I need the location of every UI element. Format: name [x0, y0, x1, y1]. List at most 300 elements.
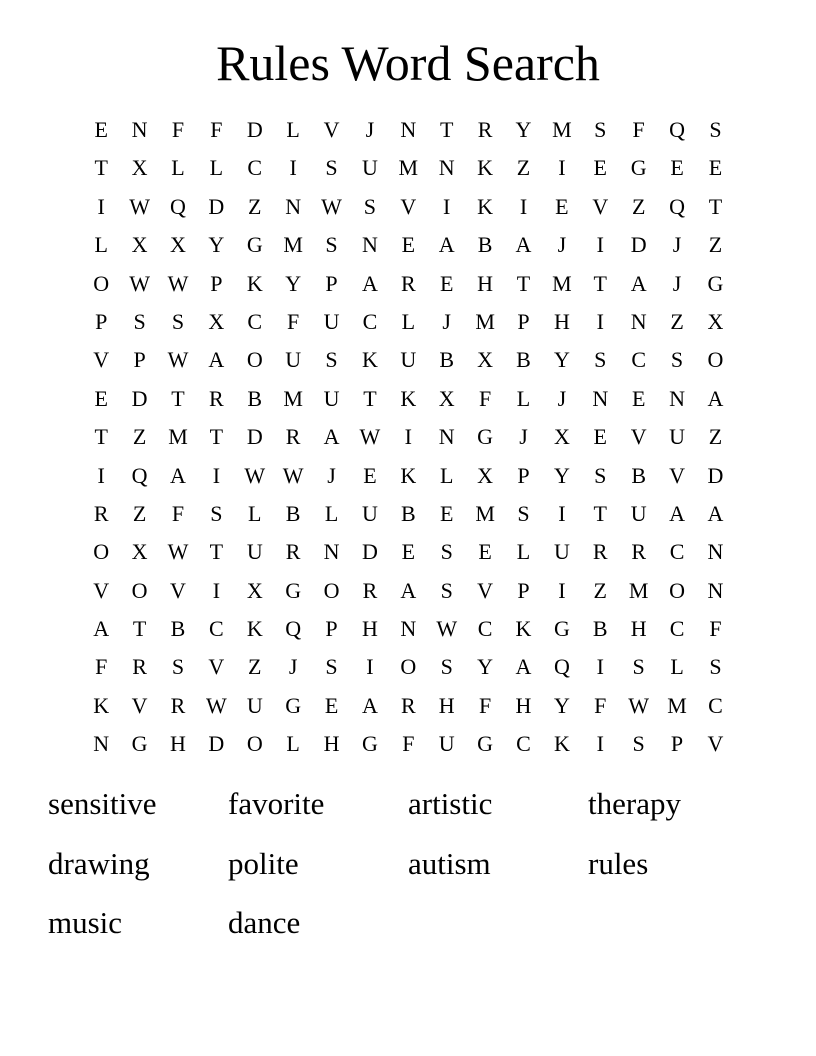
- grid-letter: I: [558, 577, 566, 603]
- grid-letter: A: [93, 616, 110, 642]
- grid-letter: L: [94, 232, 108, 258]
- grid-letter: F: [632, 117, 645, 142]
- grid-letter: E: [401, 232, 416, 258]
- grid-letter: H: [553, 308, 570, 334]
- grid-letter: U: [246, 692, 263, 718]
- grid-letter: X: [438, 385, 455, 411]
- grid-letter: A: [515, 654, 532, 680]
- grid-letter: N: [630, 308, 647, 334]
- grid-letter: G: [707, 270, 724, 296]
- grid-letter: U: [553, 539, 570, 565]
- grid-letter: I: [596, 308, 604, 334]
- grid-letter: Z: [132, 500, 147, 526]
- grid-letter: E: [401, 539, 416, 565]
- grid-letter: P: [325, 270, 338, 296]
- grid-letter: V: [592, 193, 609, 219]
- grid-letter: S: [210, 500, 223, 526]
- grid-letter: F: [171, 117, 185, 142]
- grid-letter: W: [205, 692, 227, 718]
- grid-letter: U: [323, 308, 340, 334]
- grid-letter: N: [438, 155, 455, 181]
- grid-letter: N: [93, 731, 110, 757]
- grid-letter: K: [553, 731, 570, 757]
- grid-letter: I: [596, 654, 604, 680]
- grid-letter: O: [323, 577, 340, 603]
- grid-letter: D: [131, 385, 148, 411]
- grid-letter: V: [707, 731, 724, 757]
- grid-letter: J: [327, 462, 336, 488]
- grid-letter: Z: [248, 654, 262, 680]
- grid-letter: D: [630, 232, 647, 258]
- grid-letter: H: [630, 616, 647, 642]
- grid-letter: S: [594, 117, 607, 142]
- grid-letter: F: [210, 117, 223, 142]
- grid-letter: Q: [170, 193, 186, 219]
- grid-letter: E: [708, 155, 723, 181]
- grid-letter: L: [171, 155, 185, 181]
- grid-letter: F: [478, 385, 492, 411]
- grid-letter: P: [133, 347, 146, 373]
- word-list-item: polite: [228, 845, 299, 881]
- grid-letter: D: [208, 193, 225, 219]
- grid-letter: H: [515, 692, 532, 718]
- grid-letter: S: [325, 654, 338, 680]
- grid-letter: K: [515, 616, 532, 642]
- grid-letter: T: [516, 270, 531, 296]
- grid-letter: Z: [132, 424, 147, 450]
- grid-letter: S: [670, 347, 684, 373]
- grid-letter: J: [442, 308, 451, 334]
- grid-letter: M: [552, 117, 572, 142]
- grid-letter: T: [94, 424, 108, 450]
- grid-letter: H: [438, 692, 455, 718]
- grid-letter: S: [440, 654, 453, 680]
- word-list-item: drawing: [48, 845, 150, 881]
- grid-letter: K: [246, 270, 263, 296]
- grid-letter: Y: [208, 232, 225, 258]
- grid-letter: A: [400, 577, 417, 603]
- grid-letter: F: [709, 616, 722, 642]
- grid-letter: D: [246, 117, 263, 142]
- grid-letter: G: [477, 731, 494, 757]
- grid-letter: L: [324, 500, 339, 526]
- grid-letter: K: [400, 385, 417, 411]
- grid-letter: C: [631, 347, 646, 373]
- grid-letter: J: [288, 654, 298, 680]
- grid-letter: I: [596, 232, 604, 258]
- grid-letter: U: [361, 500, 378, 526]
- grid-letter: H: [361, 616, 378, 642]
- grid-letter: W: [436, 616, 458, 642]
- grid-letter: R: [93, 500, 109, 526]
- grid-letter: C: [209, 616, 224, 642]
- grid-letter: P: [517, 462, 530, 488]
- word-list-item: music: [48, 905, 123, 940]
- grid-letter: X: [477, 462, 494, 488]
- grid-letter: B: [170, 616, 186, 642]
- word-list-item: sensitive: [48, 786, 157, 821]
- grid-letter: E: [593, 424, 607, 450]
- grid-letter: E: [670, 155, 684, 181]
- word-list-item: autism: [408, 845, 491, 881]
- grid-letter: Y: [515, 117, 532, 142]
- grid-letter: R: [592, 539, 608, 565]
- grid-letter: B: [477, 232, 493, 258]
- grid-letter: W: [167, 539, 189, 565]
- grid-letter: A: [630, 270, 647, 296]
- grid-letter: Q: [553, 654, 570, 680]
- grid-letter: H: [477, 270, 494, 296]
- grid-letter: I: [289, 155, 297, 181]
- grid-letter: Y: [553, 462, 570, 488]
- grid-letter: K: [477, 155, 494, 181]
- grid-letter: A: [361, 692, 378, 718]
- page-title: Rules Word Search: [216, 35, 600, 91]
- grid-letter: L: [401, 308, 416, 334]
- grid-letter: F: [171, 500, 185, 526]
- grid-letter: K: [361, 347, 378, 373]
- grid-letter: W: [129, 193, 150, 219]
- grid-letter: A: [669, 500, 685, 526]
- grid-letter: L: [516, 385, 531, 411]
- grid-letter: W: [359, 424, 381, 450]
- grid-letter: I: [558, 500, 566, 526]
- grid-letter: F: [95, 654, 108, 680]
- grid-letter: I: [212, 577, 221, 603]
- grid-letter: Z: [708, 424, 723, 450]
- grid-letter: E: [94, 117, 108, 142]
- grid-letter: V: [93, 347, 110, 373]
- grid-letter: B: [592, 616, 608, 642]
- grid-letter: Q: [669, 193, 685, 219]
- grid-letter: T: [171, 385, 185, 411]
- grid-letter: Z: [593, 577, 607, 603]
- grid-letter: I: [558, 155, 566, 181]
- grid-letter: S: [709, 117, 722, 142]
- grid-letter: M: [475, 308, 495, 334]
- grid-letter: N: [400, 616, 417, 642]
- grid-letter: N: [285, 193, 302, 219]
- grid-letter: U: [323, 385, 340, 411]
- grid-letter: C: [669, 616, 685, 642]
- grid-letter: S: [517, 500, 530, 526]
- grid-letter: R: [132, 654, 147, 680]
- grid-letter: J: [365, 117, 375, 142]
- grid-letter: V: [400, 193, 417, 219]
- grid-letter: R: [285, 539, 301, 565]
- grid-letter: I: [97, 462, 105, 488]
- grid-letter: N: [323, 539, 340, 565]
- grid-letter: J: [557, 232, 567, 258]
- grid-letter: J: [672, 232, 682, 258]
- grid-letter: S: [594, 347, 607, 373]
- grid-letter: R: [170, 692, 186, 718]
- grid-letter: O: [707, 347, 724, 373]
- grid-letter: A: [208, 347, 225, 373]
- grid-letter: N: [400, 117, 417, 142]
- grid-letter: I: [404, 424, 412, 450]
- grid-letter: K: [93, 692, 110, 718]
- grid-letter: O: [246, 731, 263, 757]
- grid-letter: S: [594, 462, 607, 488]
- grid-letter: W: [129, 270, 150, 296]
- grid-letter: M: [283, 385, 303, 411]
- grid-letter: K: [477, 193, 494, 219]
- grid-letter: T: [439, 117, 454, 142]
- grid-letter: T: [209, 424, 224, 450]
- grid-letter: M: [628, 577, 649, 603]
- grid-letter: Y: [553, 692, 570, 718]
- grid-letter: S: [325, 155, 338, 181]
- grid-letter: M: [667, 692, 687, 718]
- grid-letter: Y: [285, 270, 302, 296]
- grid-letter: O: [93, 270, 110, 296]
- grid-letter: M: [552, 270, 572, 296]
- grid-letter: S: [632, 654, 645, 680]
- grid-letter: G: [361, 731, 378, 757]
- grid-letter: J: [557, 385, 567, 411]
- grid-letter: M: [398, 155, 419, 181]
- grid-letter: E: [363, 462, 377, 488]
- grid-letter: S: [325, 232, 338, 258]
- grid-letter: V: [477, 577, 494, 603]
- grid-letter: S: [440, 577, 453, 603]
- word-list-item: favorite: [228, 786, 325, 821]
- grid-letter: Q: [285, 616, 302, 642]
- grid-letter: V: [131, 692, 148, 718]
- grid-letter: E: [94, 385, 108, 411]
- grid-letter: R: [631, 539, 646, 565]
- grid-letter: S: [709, 654, 722, 680]
- grid-letter: J: [672, 270, 682, 296]
- grid-letter: Q: [669, 117, 685, 142]
- grid-letter: T: [209, 539, 224, 565]
- grid-letter: O: [93, 539, 110, 565]
- grid-letter: E: [555, 193, 569, 219]
- grid-letter: C: [708, 692, 723, 718]
- grid-letter: M: [475, 500, 495, 526]
- grid-letter: C: [247, 308, 263, 334]
- grid-letter: N: [707, 577, 724, 603]
- grid-letter: T: [94, 155, 108, 181]
- grid-letter: V: [93, 577, 110, 603]
- grid-letter: U: [669, 424, 685, 450]
- grid-letter: X: [477, 347, 494, 373]
- grid-letter: S: [632, 731, 645, 757]
- grid-letter: F: [402, 731, 415, 757]
- grid-letter: O: [246, 347, 263, 373]
- grid-letter: G: [553, 616, 570, 642]
- grid-letter: Z: [248, 193, 262, 219]
- grid-letter: E: [478, 539, 492, 565]
- grid-letter: P: [517, 308, 530, 334]
- word-list-item: dance: [228, 905, 301, 940]
- grid-letter: P: [95, 308, 108, 334]
- grid-letter: R: [209, 385, 224, 411]
- grid-letter: C: [516, 731, 531, 757]
- grid-letter: T: [132, 616, 147, 642]
- grid-letter: B: [247, 385, 263, 411]
- grid-letter: V: [208, 654, 225, 680]
- grid-letter: S: [440, 539, 453, 565]
- grid-letter: G: [246, 232, 263, 258]
- grid-letter: R: [400, 692, 416, 718]
- grid-letter: O: [669, 577, 685, 603]
- grid-letter: U: [400, 347, 417, 373]
- grid-letter: D: [361, 539, 378, 565]
- grid-letter: R: [285, 424, 301, 450]
- grid-letter: G: [285, 692, 302, 718]
- grid-letter: B: [285, 500, 301, 526]
- grid-letter: W: [167, 347, 189, 373]
- grid-letter: L: [209, 155, 224, 181]
- grid-letter: N: [361, 232, 378, 258]
- grid-letter: I: [519, 193, 528, 219]
- grid-letter: R: [477, 117, 493, 142]
- grid-letter: V: [630, 424, 647, 450]
- grid-letter: A: [438, 232, 455, 258]
- grid-letter: S: [325, 347, 338, 373]
- grid-letter: P: [517, 577, 530, 603]
- grid-letter: A: [361, 270, 378, 296]
- grid-letter: R: [362, 577, 378, 603]
- grid-letter: R: [400, 270, 416, 296]
- grid-letter: W: [282, 462, 304, 488]
- grid-letter: V: [170, 577, 186, 603]
- grid-letter: Y: [477, 654, 494, 680]
- grid-letter: D: [208, 731, 225, 757]
- grid-letter: H: [323, 731, 340, 757]
- grid-letter: G: [131, 731, 148, 757]
- grid-letter: X: [131, 539, 148, 565]
- grid-letter: G: [630, 155, 647, 181]
- grid-letter: E: [439, 270, 454, 296]
- grid-letter: U: [438, 731, 455, 757]
- grid-letter: X: [707, 308, 724, 334]
- grid-letter: F: [287, 308, 300, 334]
- grid-letter: T: [708, 193, 723, 219]
- grid-letter: X: [553, 424, 570, 450]
- word-list-item: therapy: [588, 786, 681, 821]
- grid-letter: C: [669, 539, 685, 565]
- grid-letter: X: [208, 308, 225, 334]
- grid-letter: N: [707, 539, 724, 565]
- grid-letter: V: [669, 462, 685, 488]
- letter-grid: [82, 111, 734, 764]
- grid-letter: L: [286, 731, 300, 757]
- grid-letter: N: [669, 385, 685, 411]
- grid-letter: C: [362, 308, 378, 334]
- grid-letter: P: [325, 616, 338, 642]
- grid-letter: N: [131, 117, 148, 142]
- grid-letter: L: [439, 462, 454, 488]
- grid-letter: I: [443, 193, 451, 219]
- grid-letter: B: [439, 347, 455, 373]
- grid-letter: Z: [670, 308, 684, 334]
- grid-letter: F: [594, 692, 607, 718]
- grid-letter: A: [323, 424, 340, 450]
- grid-letter: G: [285, 577, 302, 603]
- grid-letter: E: [324, 692, 339, 718]
- grid-letter: B: [631, 462, 646, 488]
- grid-letter: B: [400, 500, 416, 526]
- word-list: [48, 778, 768, 957]
- grid-letter: C: [247, 155, 263, 181]
- grid-letter: E: [593, 155, 607, 181]
- grid-letter: S: [133, 308, 146, 334]
- grid-letter: L: [248, 500, 262, 526]
- grid-letter: W: [628, 692, 650, 718]
- grid-letter: P: [210, 270, 223, 296]
- grid-letter: M: [168, 424, 188, 450]
- grid-letter: M: [283, 232, 303, 258]
- grid-letter: S: [171, 654, 185, 680]
- grid-letter: N: [438, 424, 455, 450]
- grid-letter: Z: [708, 232, 723, 258]
- grid-letter: W: [321, 193, 342, 219]
- grid-letter: Y: [553, 347, 570, 373]
- grid-letter: X: [246, 577, 263, 603]
- grid-letter: I: [596, 731, 604, 757]
- word-list-item: rules: [588, 845, 649, 881]
- grid-letter: H: [170, 731, 186, 757]
- grid-letter: U: [246, 539, 263, 565]
- grid-letter: T: [593, 500, 607, 526]
- grid-letter: D: [707, 462, 724, 488]
- grid-letter: U: [361, 155, 378, 181]
- grid-letter: G: [477, 424, 494, 450]
- grid-letter: K: [400, 462, 417, 488]
- grid-letter: W: [167, 270, 189, 296]
- grid-letter: E: [631, 385, 646, 411]
- grid-letter: V: [323, 117, 340, 142]
- grid-letter: U: [630, 500, 647, 526]
- grid-letter: A: [707, 500, 724, 526]
- grid-letter: X: [131, 232, 148, 258]
- grid-letter: I: [97, 193, 105, 219]
- grid-letter: C: [477, 616, 493, 642]
- grid-letter: L: [670, 654, 684, 680]
- grid-letter: D: [246, 424, 263, 450]
- grid-letter: P: [670, 731, 684, 757]
- grid-letter: Z: [516, 155, 531, 181]
- grid-letter: S: [171, 308, 185, 334]
- grid-letter: X: [170, 232, 186, 258]
- grid-letter: L: [286, 117, 300, 142]
- grid-letter: I: [212, 462, 221, 488]
- grid-letter: S: [363, 193, 377, 219]
- grid-letter: N: [592, 385, 609, 411]
- grid-letter: X: [131, 155, 148, 181]
- grid-letter: Z: [631, 193, 646, 219]
- grid-letter: F: [478, 692, 492, 718]
- grid-letter: L: [516, 539, 531, 565]
- grid-letter: O: [400, 654, 417, 680]
- grid-letter: Q: [131, 462, 148, 488]
- grid-letter: T: [363, 385, 377, 411]
- grid-letter: O: [131, 577, 148, 603]
- grid-letter: J: [519, 424, 528, 450]
- word-list-item: artistic: [408, 786, 493, 821]
- grid-letter: I: [366, 654, 374, 680]
- grid-letter: B: [516, 347, 531, 373]
- grid-letter: A: [707, 385, 724, 411]
- grid-letter: T: [593, 270, 607, 296]
- grid-letter: A: [170, 462, 186, 488]
- grid-letter: E: [439, 500, 454, 526]
- grid-letter: K: [246, 616, 263, 642]
- grid-letter: U: [285, 347, 302, 373]
